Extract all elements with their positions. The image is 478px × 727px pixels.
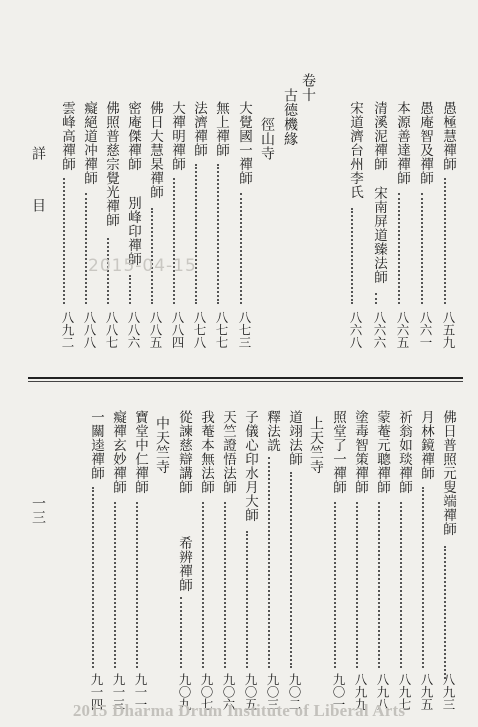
divider-rule-thin <box>28 381 463 382</box>
side-title-2: 目 <box>30 198 46 212</box>
footer-watermark: 2015 Dharma Drum Institute of Liberal Arts <box>72 701 406 720</box>
watermark-date: 2015-04-15 <box>88 256 197 276</box>
divider-rule <box>28 377 463 379</box>
side-title-1: 詳 <box>30 146 46 160</box>
page: 詳 目 一三 卷十 古德機緣 愚極慧禪師 八五九 愚庵智及禪師 八六一 本源善達禪師 八六五 清溪泥禪師 宋南屏道臻法師 八六六 宋道濟台州李氏 八六八 徑山寺 大覺國一禪師 八七三 無上禪師 八七七 法濟禪師 八七八 大禪明禪師 八八四 佛日大慧杲禪師 八八五 密庵傑禪師 別峰印禪師 八八六 佛照普慈宗覺光禪師 八八七 癡絕道冲禪師 八八八 雲峰高禪師 八九二 佛日普照元叟端禪師 八九三 月林鏡禪師 八九五 祈翁如琰禪師 八九七 蒙菴元聰禪師 八九八 塗毒智策禪師 八九九 照堂了一禪師 九〇一 上天竺寺 道翊法師 九〇二 釋法詵 九〇三 子儀心印水月大師 九〇五 天竺證悟法師 九〇六 我菴本無法師 九〇七 從諫慈辯講師 希辨禪師 九〇九 中天竺寺 寶堂中仁禪師 九一一 癡禪玄妙禪師 九一三 一關逵禪師 九一四 2015-04-15 2015 Dharma Drum Institute of Liberal Arts <box>0 0 478 727</box>
page-number: 一三 <box>30 496 46 524</box>
